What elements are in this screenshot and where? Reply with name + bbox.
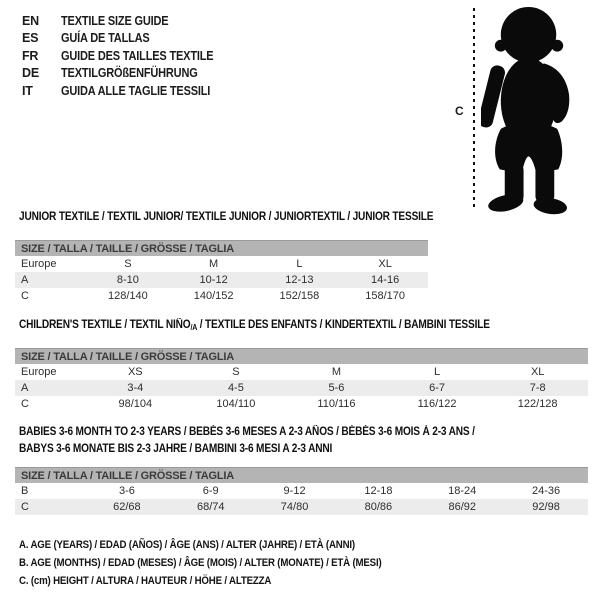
size-value: 158/170 xyxy=(365,290,405,302)
row-label: C xyxy=(21,398,29,410)
size-value: 12-13 xyxy=(285,274,314,286)
size-value: 80/86 xyxy=(364,501,393,513)
children-size-table xyxy=(15,348,588,412)
children-section-title-text xyxy=(19,319,490,332)
size-value: 110/116 xyxy=(317,398,356,410)
size-value: 152/158 xyxy=(279,290,320,302)
footnote-a xyxy=(19,536,431,554)
size-value: XL xyxy=(378,258,392,270)
language-code: FR xyxy=(22,48,39,63)
junior-table-rows xyxy=(15,256,428,304)
children-title-pre: CHILDREN'S TEXTILE / TEXTIL NIÑO xyxy=(19,319,191,331)
language-label: GUÍA DE TALLAS xyxy=(61,31,150,46)
size-value: L xyxy=(434,366,441,378)
table-row xyxy=(15,288,428,304)
table-row xyxy=(15,380,588,396)
size-value: 6-7 xyxy=(429,382,446,394)
row-label: A xyxy=(21,274,29,286)
size-value: 116/122 xyxy=(417,398,457,410)
size-value: 62/68 xyxy=(113,501,141,513)
footnote-c xyxy=(19,572,431,590)
size-value: M xyxy=(331,366,342,378)
table-row xyxy=(15,256,428,272)
babies-title-line-1: BABIES 3-6 MONTH TO 2-3 YEARS / BEBÉS 3-6 MESES A 2-3 AÑOS / BÉBÉS 3-6 MOIS À 2-3 ANS / xyxy=(19,426,475,438)
junior-section-title xyxy=(19,211,490,223)
toddler-silhouette-image xyxy=(481,4,580,218)
size-value: 18-24 xyxy=(448,485,477,497)
size-value: 104/110 xyxy=(216,398,256,410)
size-value: 8-10 xyxy=(116,274,139,286)
row-label: Europe xyxy=(21,258,57,270)
size-value: 4-5 xyxy=(227,382,244,394)
size-value: 10-12 xyxy=(199,274,228,286)
size-header-bar: SIZE / TALLA / TAILLE / GRÖSSE / TAGLIA xyxy=(15,467,588,483)
size-value: 128/140 xyxy=(107,290,148,302)
junior-size-table xyxy=(15,240,428,304)
children-table-rows xyxy=(15,364,588,412)
size-value: 6-9 xyxy=(202,485,219,497)
language-row-fr xyxy=(22,47,234,65)
language-label: GUIDA ALLE TAGLIE TESSILI xyxy=(61,83,211,98)
language-code: EN xyxy=(22,13,39,28)
size-value: 74/80 xyxy=(280,501,309,513)
row-label: B xyxy=(21,485,29,497)
language-row-es xyxy=(22,30,234,48)
table-row xyxy=(15,396,588,412)
row-label: Europe xyxy=(21,366,57,378)
size-value: L xyxy=(296,258,303,270)
size-value: S xyxy=(232,366,240,378)
row-label: C xyxy=(21,501,29,513)
table-row xyxy=(15,272,428,288)
children-title-post: / TEXTILE DES ENFANTS / KINDERTEXTIL / BAMBINI TESSILE xyxy=(197,319,490,331)
size-value: XS xyxy=(127,366,143,378)
table-row xyxy=(15,499,588,515)
babies-title-line-2: BABYS 3-6 MONATE BIS 2-3 JAHRE / BAMBINI 3-6 MESI A 2-3 ANNI xyxy=(19,442,333,455)
size-value: 98/104 xyxy=(118,398,153,410)
row-label: A xyxy=(21,382,29,394)
footnote-b xyxy=(19,554,431,572)
language-row-de xyxy=(22,65,234,83)
size-header-bar: SIZE / TALLA / TAILLE / GRÖSSE / TAGLIA xyxy=(15,240,428,256)
footnote-a-text: A. AGE (YEARS) / EDAD (AÑOS) / ÂGE (ANS) / ALTER (JAHRE) / ETÀ (ANNI) xyxy=(19,539,355,551)
language-row-en xyxy=(22,12,234,30)
size-value: 92/98 xyxy=(532,501,560,513)
size-value: 24-36 xyxy=(531,485,561,497)
size-value: 3-4 xyxy=(127,382,144,394)
size-value: 3-6 xyxy=(118,485,135,497)
size-header-bar: SIZE / TALLA / TAILLE / GRÖSSE / TAGLIA xyxy=(15,348,588,364)
table-row xyxy=(15,483,588,499)
language-row-it xyxy=(22,82,234,100)
size-value: M xyxy=(209,258,219,270)
size-value: 140/152 xyxy=(193,290,234,302)
language-label: TEXTILGRÖßENFÜHRUNG xyxy=(61,66,198,81)
language-code: DE xyxy=(22,66,39,81)
footnote-b-text: B. AGE (MONTHS) / EDAD (MESES) / ÂGE (MOIS) / ALTER (MONATE) / ETÀ (MESI) xyxy=(19,557,382,569)
size-value: XL xyxy=(530,366,545,378)
babies-section-title xyxy=(19,424,537,457)
size-value: 7-8 xyxy=(529,382,546,394)
size-value: 14-16 xyxy=(371,274,400,286)
language-code: ES xyxy=(22,31,39,46)
size-value: 122/128 xyxy=(517,398,558,410)
babies-size-table xyxy=(15,467,588,515)
language-label: TEXTILE SIZE GUIDE xyxy=(61,13,169,28)
language-list xyxy=(22,12,234,100)
babies-table-rows xyxy=(15,483,588,515)
size-value: 86/92 xyxy=(448,501,476,513)
table-row xyxy=(15,364,588,380)
row-label: C xyxy=(21,290,29,302)
language-code: IT xyxy=(22,83,33,98)
size-value: 5-6 xyxy=(328,382,345,394)
footnote-legend xyxy=(19,536,431,590)
height-measure-label: C xyxy=(455,104,464,118)
size-value: S xyxy=(124,258,132,270)
junior-section-title-text: JUNIOR TEXTILE / TEXTIL JUNIOR/ TEXTILE JUNIOR / JUNIORTEXTIL / JUNIOR TESSILE xyxy=(19,211,434,223)
footnote-c-text: C. (cm) HEIGHT / ALTURA / HAUTEUR / HÖHE / ALTEZZA xyxy=(19,575,272,587)
size-value: 9-12 xyxy=(283,485,306,497)
size-value: 68/74 xyxy=(196,501,225,513)
children-section-title xyxy=(19,319,554,332)
height-dashed-line xyxy=(473,8,475,211)
size-value: 12-18 xyxy=(364,485,393,497)
language-label: GUIDE DES TAILLES TEXTILE xyxy=(61,48,214,63)
children-title-subscript: /A xyxy=(190,323,198,332)
